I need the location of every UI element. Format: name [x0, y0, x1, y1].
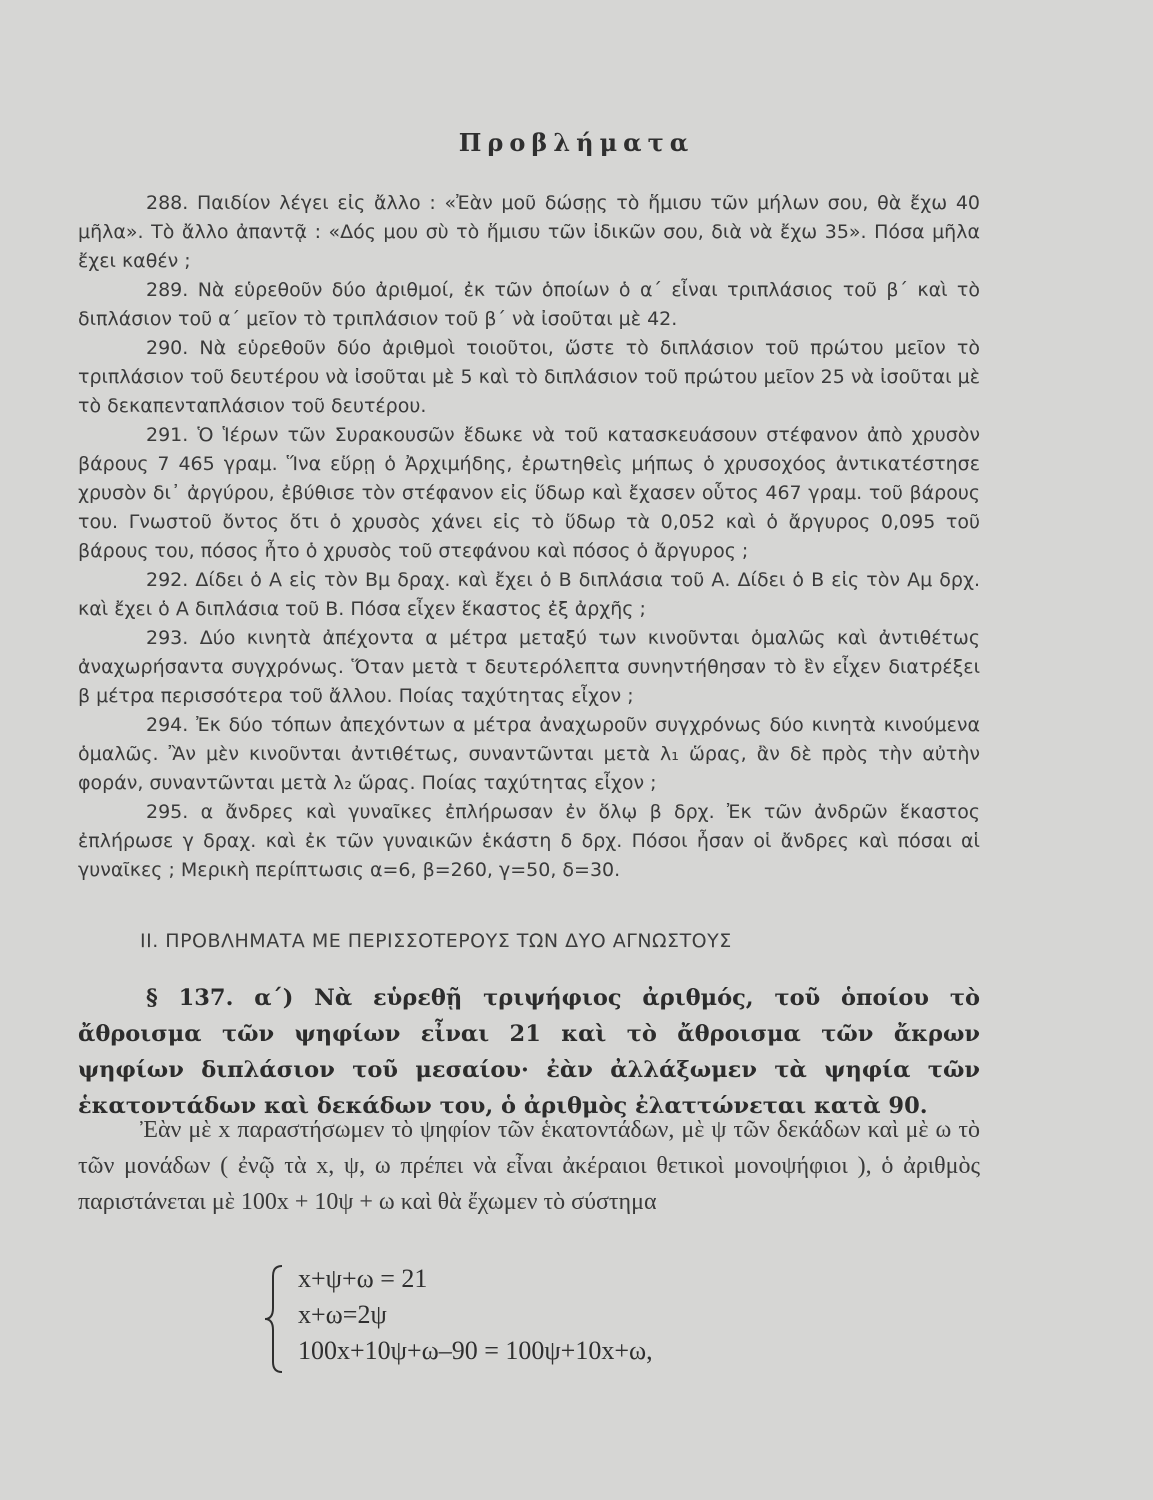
problem-295: 295. α ἄνδρες καὶ γυναῖκες ἐπλήρωσαν ἐν ὅλῳ β δρχ. Ἐκ τῶν ἀνδρῶν ἕκαστος ἐπλήρωσε γ δραχ. καὶ ἐκ τῶν γυναικῶν ἑκάστη δ δρχ. Πόσοι ἦσαν οἱ ἄνδρες καὶ πόσαι αἱ γυναῖκες ; Μερικὴ περίπτωσις α=6, β=260, γ=50, δ=30. [78, 801, 980, 881]
equation-3: 100x+10ψ+ω–90 = 100ψ+10x+ω, [298, 1336, 653, 1365]
problem-289: 289. Νὰ εὑρεθοῦν δύο ἀριθμοί, ἐκ τῶν ὁποίων ὁ α΄ εἶναι τριπλάσιος τοῦ β΄ καὶ τὸ διπλάσιον τοῦ α΄ μεῖον τὸ τριπλάσιον τοῦ β΄ νὰ ἰσοῦται μὲ 42. [78, 279, 980, 330]
equation-system [262, 1264, 882, 1374]
left-brace [262, 1264, 286, 1374]
problem-288: 288. Παιδίον λέγει εἰς ἄλλο : «Ἐὰν μοῦ δώσῃς τὸ ἥμισυ τῶν μήλων σου, θὰ ἔχω 40 μῆλα». Τὸ ἄλλο ἀπαντᾷ : «Δός μου σὺ τὸ ἥμισυ τῶν ἰδικῶν σου, διὰ νὰ ἔχω 35». Πόσα μῆλα ἔχει καθέν ; [78, 192, 980, 272]
problem-290: 290. Νὰ εὑρεθοῦν δύο ἀριθμοὶ τοιοῦτοι, ὥστε τὸ διπλάσιον τοῦ πρώτου μεῖον τὸ τριπλάσιον τοῦ δευτέρου νὰ ἰσοῦται μὲ 5 καὶ τὸ διπλάσιον τοῦ πρώτου μεῖον 25 νὰ ἰσοῦται μὲ τὸ δεκαπενταπλάσιον τοῦ δευτέρου. [78, 337, 980, 417]
problem-291: 291. Ὁ Ἱέρων τῶν Συρακουσῶν ἔδωκε νὰ τοῦ κατασκευάσουν στέφανον ἀπὸ χρυσὸν βάρους 7 465 γραμ. Ἵνα εὕρῃ ὁ Ἀρχιμήδης, ἐρωτηθεὶς μήπως ὁ χρυσοχόος ἀντικατέστησε χρυσὸν δι᾽ ἀργύρου, ἐβύθισε τὸν στέφανον εἰς ὕδωρ καὶ ἔχασεν οὗτος 467 γραμ. τοῦ βάρους του. Γνωστοῦ ὄντος ὅτι ὁ χρυσὸς χάνει εἰς τὸ ὕδωρ τὰ 0,052 καὶ ὁ ἄργυρος 0,095 τοῦ βάρους του, πόσος ἦτο ὁ χρυσὸς τοῦ στεφάνου καὶ πόσος ὁ ἄργυρος ; [78, 424, 980, 562]
problem-list [78, 189, 980, 885]
equation-2: x+ω=2ψ [298, 1300, 387, 1329]
page-heading: Προβλήματα [458, 128, 695, 157]
problem-292: 292. Δίδει ὁ Α εἰς τὸν Βμ δραχ. καὶ ἔχει ὁ Β διπλάσια τοῦ Α. Δίδει ὁ Β εἰς τὸν Αμ δρχ. καὶ ἔχει ὁ Α διπλάσια τοῦ Β. Πόσα εἶχεν ἕκαστος ἐξ ἀρχῆς ; [78, 569, 980, 620]
equation-1: x+ψ+ω = 21 [298, 1264, 428, 1293]
section-title: ΙΙ. ΠΡΟΒΛΗΜΑΤΑ ΜΕ ΠΕΡΙΣΣΟΤΕΡΟΥΣ ΤΩΝ ΔΥΟ ΑΓΝΩΣΤΟΥΣ [140, 930, 732, 952]
problem-294: 294. Ἐκ δύο τόπων ἀπεχόντων α μέτρα ἀναχωροῦν συγχρόνως δύο κινητὰ κινούμενα ὁμαλῶς. Ἂν μὲν κινοῦνται ἀντιθέτως, συναντῶνται μετὰ λ₁ ὥρας, ἂν δὲ πρὸς τὴν αὐτὴν φοράν, συναντῶνται μετὰ λ₂ ὥρας. Ποίας ταχύτητας εἶχον ; [78, 714, 980, 794]
section-137-problem: § 137. α΄) Νὰ εὑρεθῇ τριψήφιος ἀριθμός, τοῦ ὁποίου τὸ ἄθροισμα τῶν ψηφίων εἶναι 21 καὶ τὸ ἄθροισμα τῶν ἄκρων ψηφίων διπλάσιον τοῦ μεσαίου· ἐὰν ἀλλάξωμεν τὰ ψηφία τῶν ἑκατοντάδων καὶ δεκάδων του, ὁ ἀριθμὸς ἐλαττώνεται κατὰ 90. [78, 985, 980, 1119]
explanation-paragraph: Ἐὰν μὲ x παραστήσωμεν τὸ ψηφίον τῶν ἑκατοντάδων, μὲ ψ τῶν δεκάδων καὶ μὲ ω τὸ τῶν μονάδων ( ἐνῷ τὰ x, ψ, ω πρέπει νὰ εἶναι ἀκέραιοι θετικοὶ μονοψήφιοι ), ὁ ἀριθμὸς παριστάνεται μὲ 100x + 10ψ + ω καὶ θὰ ἔχωμεν τὸ σύστημα [78, 1117, 980, 1215]
problem-293: 293. Δύο κινητὰ ἀπέχοντα α μέτρα μεταξύ των κινοῦνται ὁμαλῶς καὶ ἀντιθέτως ἀναχωρήσαντα συγχρόνως. Ὅταν μετὰ τ δευτερόλεπτα συνηντήθησαν τὸ ἓν εἶχεν διατρέξει β μέτρα περισσότερα τοῦ ἄλλου. Ποίας ταχύτητας εἶχον ; [78, 627, 980, 707]
